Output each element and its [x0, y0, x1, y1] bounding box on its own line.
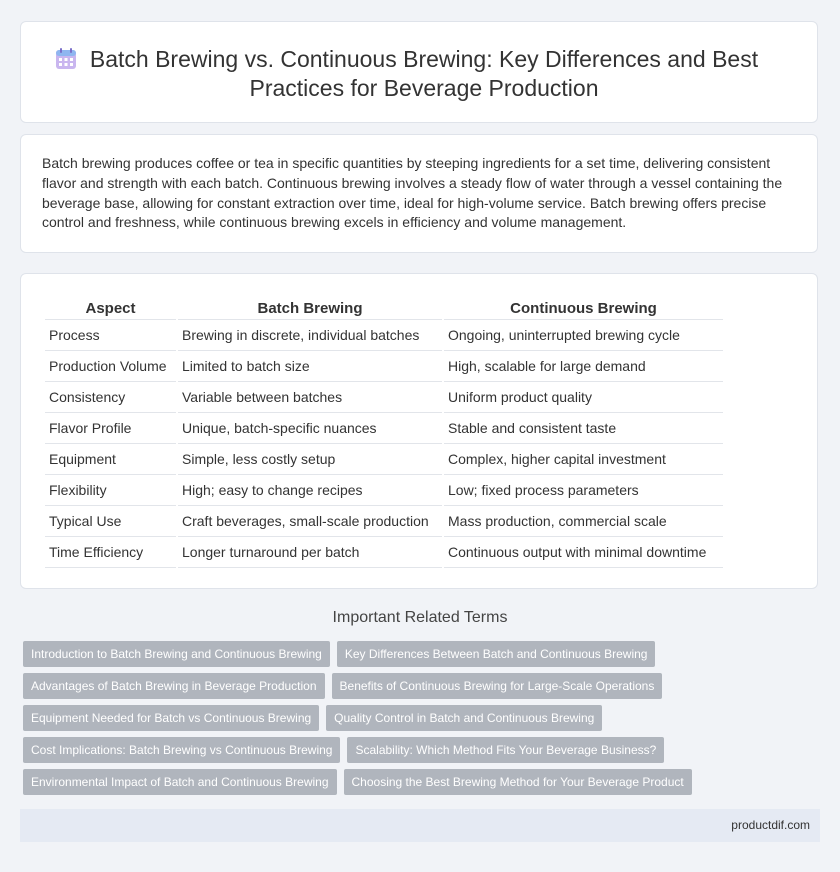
tag-row: [23, 737, 823, 763]
table-cell: Flexibility: [45, 474, 176, 505]
tag-row: [23, 641, 823, 667]
table-cell: Longer turnaround per batch: [178, 536, 442, 568]
table-cell: Flavor Profile: [45, 412, 176, 443]
page-title: Batch Brewing vs. Continuous Brewing: Key Differences and Best Practices for Beverage Production: [89, 46, 759, 101]
table-cell: Ongoing, uninterrupted brewing cycle: [444, 319, 723, 350]
footer-site-link[interactable]: productdif.com: [731, 818, 810, 832]
related-term-link[interactable]: Advantages of Batch Brewing in Beverage Production: [23, 673, 325, 699]
related-term-link[interactable]: Quality Control in Batch and Continuous Brewing: [326, 705, 602, 731]
related-terms-heading: Important Related Terms: [332, 609, 508, 626]
table-cell: Process: [45, 319, 176, 350]
header-continuous-brewing: Continuous Brewing: [510, 299, 657, 317]
table-cell: Low; fixed process parameters: [444, 474, 723, 505]
table-cell: Simple, less costly setup: [178, 443, 442, 474]
table-cell: Craft beverages, small-scale production: [178, 505, 442, 536]
table-cell: Limited to batch size: [178, 350, 442, 381]
intro-card: [20, 134, 818, 253]
table-cell: Variable between batches: [178, 381, 442, 412]
header-card: [20, 21, 818, 123]
related-term-link[interactable]: Introduction to Batch Brewing and Continuous Brewing: [23, 641, 330, 667]
table-cell: Brewing in discrete, individual batches: [178, 319, 442, 350]
table-row: [45, 474, 723, 505]
table-cell: Time Efficiency: [45, 536, 176, 568]
table-row: [45, 350, 723, 381]
tag-row: [23, 769, 823, 795]
table-cell: Production Volume: [45, 350, 176, 381]
comparison-table: [43, 296, 725, 568]
table-row: [45, 412, 723, 443]
tag-row: [23, 673, 823, 699]
table-cell: Typical Use: [45, 505, 176, 536]
table-cell: High, scalable for large demand: [444, 350, 723, 381]
related-term-link[interactable]: Scalability: Which Method Fits Your Beverage Business?: [347, 737, 664, 763]
table-row: [45, 536, 723, 568]
related-term-link[interactable]: Equipment Needed for Batch vs Continuous Brewing: [23, 705, 319, 731]
tag-row: [23, 705, 823, 731]
table-cell: Unique, batch-specific nuances: [178, 412, 442, 443]
footer: [20, 809, 820, 842]
table-row: [45, 381, 723, 412]
table-cell: Stable and consistent taste: [444, 412, 723, 443]
table-row: [45, 443, 723, 474]
header-batch-brewing: Batch Brewing: [257, 299, 363, 317]
table-cell: Mass production, commercial scale: [444, 505, 723, 536]
table-cell: High; easy to change recipes: [178, 474, 442, 505]
related-terms-list: [23, 641, 823, 801]
table-cell: Equipment: [45, 443, 176, 474]
table-cell: Consistency: [45, 381, 176, 412]
related-term-link[interactable]: Cost Implications: Batch Brewing vs Continuous Brewing: [23, 737, 340, 763]
related-term-link[interactable]: Benefits of Continuous Brewing for Large-Scale Operations: [332, 673, 663, 699]
related-term-link[interactable]: Choosing the Best Brewing Method for Your Beverage Product: [344, 769, 692, 795]
table-row: [45, 505, 723, 536]
table-cell: Continuous output with minimal downtime: [444, 536, 723, 568]
header-aspect: Aspect: [85, 299, 136, 317]
intro-paragraph: Batch brewing produces coffee or tea in specific quantities by steeping ingredients for a set time, delivering consistent flavor and strength with each batch. Continuous brewing involves a steady flow of water through a vessel containing the beverage base, allowing for constant extraction over time, ideal for high-volume service. Batch brewing offers precise control and freshness, while continuous brewing excels in efficiency and volume management.: [42, 155, 783, 231]
related-term-link[interactable]: Key Differences Between Batch and Continuous Brewing: [337, 641, 656, 667]
related-term-link[interactable]: Environmental Impact of Batch and Continuous Brewing: [23, 769, 337, 795]
table-cell: Uniform product quality: [444, 381, 723, 412]
table-cell: Complex, higher capital investment: [444, 443, 723, 474]
table-header-row: [45, 296, 723, 319]
comparison-card: [20, 273, 818, 589]
table-row: [45, 319, 723, 350]
